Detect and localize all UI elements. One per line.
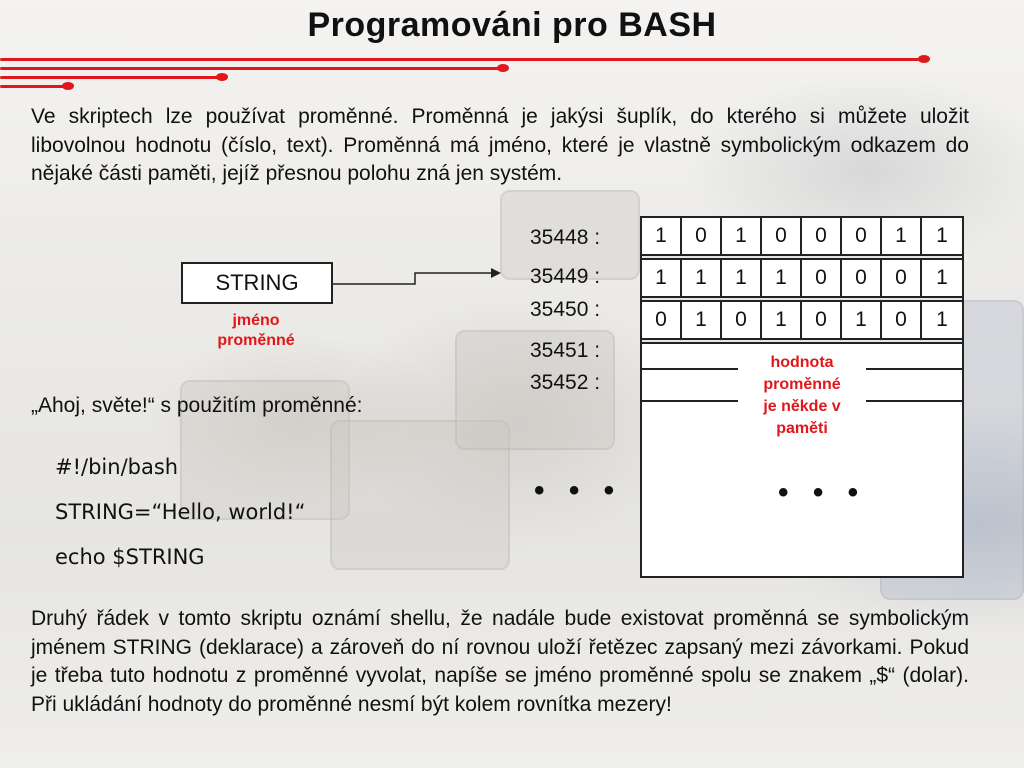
memory-bit: 0 <box>762 218 802 254</box>
address-ellipsis: • • • <box>534 474 623 507</box>
memory-row <box>642 302 962 340</box>
memory-diagram <box>640 216 964 578</box>
memory-bit: 1 <box>762 260 802 296</box>
memory-address: 35448 : <box>530 226 601 249</box>
variable-value-label: hodnota proměnné je někde v paměti <box>738 352 866 440</box>
memory-address: 35450 : <box>530 298 601 321</box>
memory-address: 35451 : <box>530 339 601 362</box>
memory-address: 35452 : <box>530 371 601 394</box>
memory-bit: 1 <box>722 218 762 254</box>
code-line: STRING=“Hello, world!“ <box>55 500 306 524</box>
memory-bit: 0 <box>802 302 842 338</box>
slide-title: Programováni pro BASH <box>307 6 717 44</box>
memory-row <box>642 218 962 256</box>
memory-bit: 0 <box>682 218 722 254</box>
memory-bit: 0 <box>802 260 842 296</box>
explanation-paragraph: Druhý řádek v tomto skriptu oznámí shellu, že nadále bude existovat proměnná se symbolickým jménem STRING (deklarace) a zároveň do ní rovnou uloží řetězec zapsaný mezi závorkami. Pokud je třeba tuto hodnotu z proměnné vyvolat, napíše se jméno proměnné spolu se znakem „$“ (dolar). Při ukládání hodnoty do proměnné nesmí být kolem rovnítka mezery! <box>31 607 969 716</box>
example-heading: „Ahoj, světe!“ s použitím proměnné: <box>31 394 363 417</box>
memory-bit: 0 <box>842 260 882 296</box>
memory-bit: 1 <box>642 218 682 254</box>
memory-bit: 0 <box>842 218 882 254</box>
memory-address: 35449 : <box>530 265 601 288</box>
memory-bit: 1 <box>642 260 682 296</box>
code-line: #!/bin/bash <box>55 455 179 479</box>
pointer-arrow <box>333 262 503 292</box>
intro-paragraph: Ve skriptech lze používat proměnné. Proměnná je jakýsi šuplík, do kterého si můžete uložit libovolnou hodnotu (číslo, text). Proměnná má jméno, které je vlastně symbolickým odkazem do nějaké části paměti, jejíž přesnou polohu zná jen systém. <box>31 105 969 185</box>
memory-bit: 1 <box>682 260 722 296</box>
code-line: echo $STRING <box>55 545 205 569</box>
memory-bit: 1 <box>682 302 722 338</box>
memory-bit: 1 <box>936 308 948 331</box>
memory-bit: 0 <box>722 302 762 338</box>
memory-bit: 1 <box>762 302 802 338</box>
memory-ellipsis: • • • <box>778 476 867 509</box>
memory-bit: 0 <box>882 302 922 338</box>
memory-bit: 1 <box>936 224 948 247</box>
variable-name-label: jméno proměnné <box>217 312 295 349</box>
memory-bit: 0 <box>802 218 842 254</box>
memory-bit: 0 <box>882 260 922 296</box>
memory-bit: 1 <box>722 260 762 296</box>
memory-row <box>642 260 962 298</box>
variable-name-box: STRING <box>181 262 333 304</box>
memory-bit: 0 <box>642 302 682 338</box>
memory-bit: 1 <box>882 218 922 254</box>
memory-bit: 1 <box>842 302 882 338</box>
memory-bit: 1 <box>936 266 948 289</box>
